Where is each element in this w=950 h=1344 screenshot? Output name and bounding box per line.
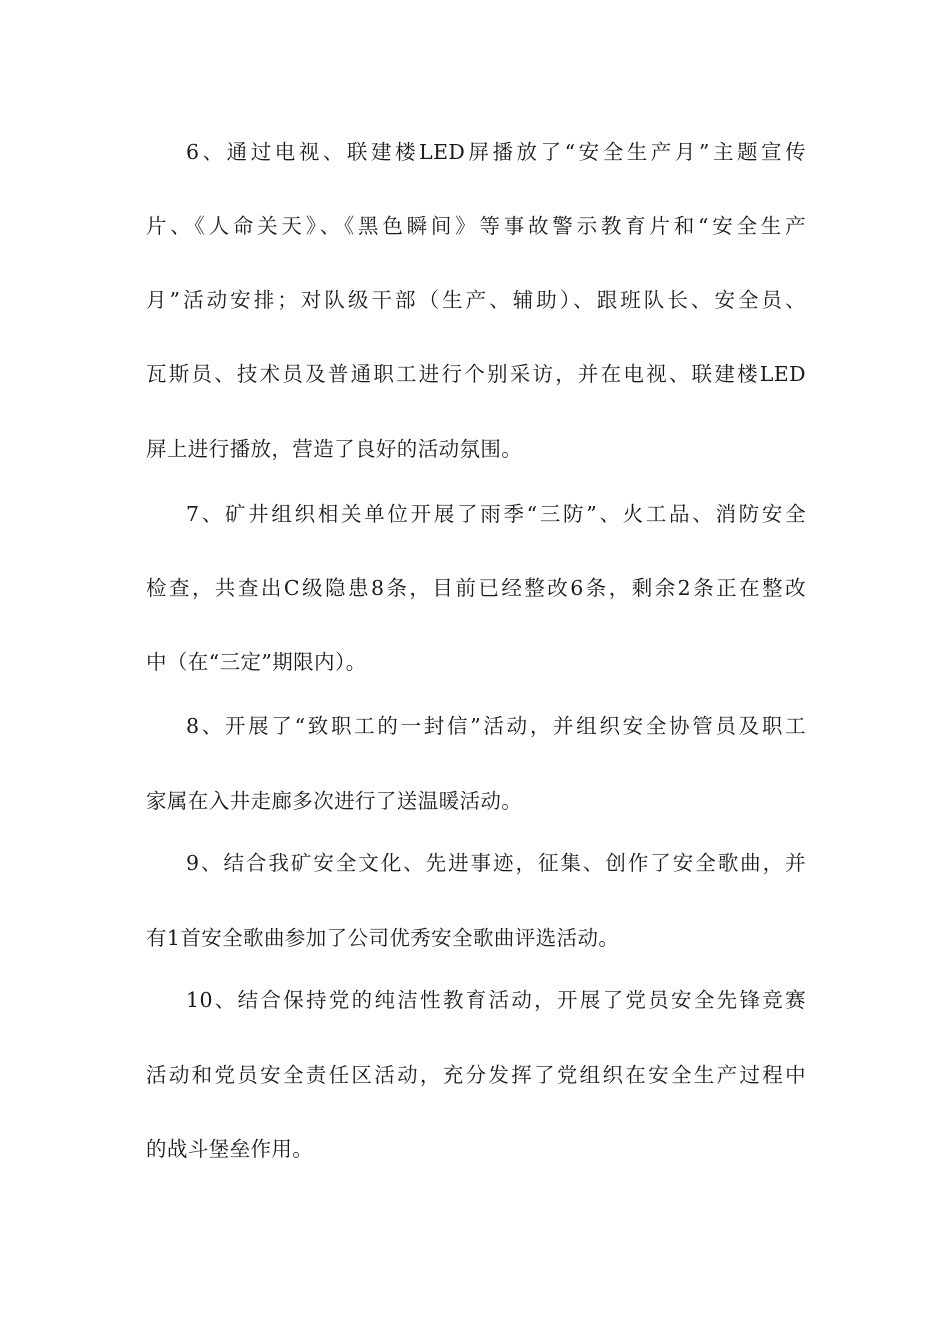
paragraph-7-line-3: 中（在“三定”期限内）。 xyxy=(146,650,367,674)
paragraph-8-line-1: 8、开展了“致职工的一封信”活动，并组织安全协管员及职工 xyxy=(186,714,806,738)
paragraph-7-line-2: 检查，共查出C级隐患8条，目前已经整改6条，剩余2条正在整改 xyxy=(146,576,806,600)
paragraph-7-line-1: 7、矿井组织相关单位开展了雨季“三防”、火工品、消防安全 xyxy=(186,502,806,526)
paragraph-8-line-2: 家属在入井走廊多次进行了送温暖活动。 xyxy=(146,789,523,813)
paragraph-6-line-4: 瓦斯员、技术员及普通职工进行个别采访，并在电视、联建楼LED xyxy=(146,362,806,386)
paragraph-6-line-2: 片、《人命关天》、《黑色瞬间》等事故警示教育片和“安全生产 xyxy=(146,214,806,238)
paragraph-6-line-5: 屏上进行播放，营造了良好的活动氛围。 xyxy=(146,437,523,461)
paragraph-9-line-1: 9、结合我矿安全文化、先进事迹，征集、创作了安全歌曲，并 xyxy=(186,851,806,875)
paragraph-6-line-3: 月”活动安排；对队级干部（生产、辅助）、跟班队长、安全员、 xyxy=(146,288,806,312)
paragraph-10-line-3: 的战斗堡垒作用。 xyxy=(146,1137,314,1161)
paragraph-10-line-2: 活动和党员安全责任区活动，充分发挥了党组织在安全生产过程中 xyxy=(146,1063,806,1087)
paragraph-10-line-1: 10、结合保持党的纯洁性教育活动，开展了党员安全先锋竞赛 xyxy=(186,988,806,1012)
paragraph-9-line-2: 有1首安全歌曲参加了公司优秀安全歌曲评选活动。 xyxy=(146,926,620,950)
paragraph-6-line-1: 6、通过电视、联建楼LED屏播放了“安全生产月”主题宣传 xyxy=(186,140,806,164)
